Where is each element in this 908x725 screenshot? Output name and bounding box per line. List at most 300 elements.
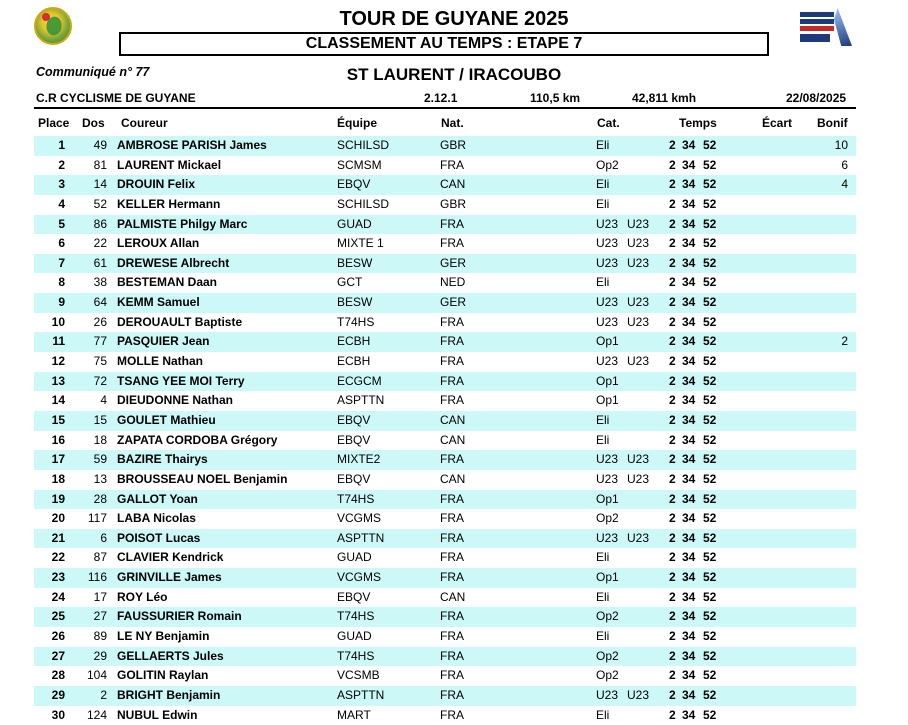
time-hours-cell: 2 — [669, 236, 676, 251]
table-row — [34, 568, 856, 588]
category-cell: Op2 — [596, 157, 619, 172]
rank-cell: 8 — [58, 275, 65, 290]
rider-name-cell: DIEUDONNE Nathan — [117, 393, 234, 408]
rank-cell: 10 — [51, 314, 65, 329]
category-cell: Eli — [596, 432, 610, 447]
time-minutes-cell: 34 — [682, 412, 696, 427]
nationality-cell: CAN — [440, 432, 466, 447]
time-hours-cell: 2 — [669, 157, 676, 172]
time-hours-cell: 2 — [669, 216, 676, 231]
nationality-cell: FRA — [440, 570, 464, 585]
time-hours-cell: 2 — [669, 530, 676, 545]
time-hours-cell: 2 — [669, 393, 676, 408]
time-minutes-cell: 34 — [682, 452, 696, 467]
rank-cell: 23 — [51, 570, 65, 585]
results-table — [34, 136, 856, 725]
team-cell: MART — [337, 707, 371, 722]
time-minutes-cell: 34 — [682, 354, 696, 369]
table-row — [34, 509, 856, 529]
bib-number-cell: 49 — [93, 138, 107, 152]
nationality-cell: FRA — [440, 530, 464, 545]
nationality-cell: FRA — [440, 452, 464, 467]
time-seconds-cell: 52 — [703, 393, 717, 408]
rider-name-cell: KEMM Samuel — [117, 295, 200, 310]
time-seconds-cell: 52 — [703, 157, 717, 172]
rank-cell: 18 — [51, 471, 65, 486]
bib-number-cell: 14 — [93, 177, 107, 192]
sub-category-cell: U23 — [627, 354, 650, 369]
time-minutes-cell: 34 — [682, 687, 696, 702]
rank-cell: 11 — [52, 334, 65, 349]
category-cell: Op1 — [596, 570, 619, 585]
sub-category-cell: U23 — [627, 471, 650, 486]
col-header-nat: Nat. — [441, 116, 464, 130]
category-cell: Eli — [596, 138, 610, 152]
time-seconds-cell: 52 — [703, 550, 717, 565]
time-seconds-cell: 52 — [703, 491, 717, 506]
team-cell: SCHILSD — [337, 196, 390, 211]
col-header-equipe: Équipe — [337, 116, 378, 130]
time-hours-cell: 2 — [669, 373, 676, 388]
nationality-cell: FRA — [440, 393, 464, 408]
rider-name-cell: MOLLE Nathan — [117, 354, 203, 369]
rank-cell: 25 — [51, 609, 65, 624]
bonus-cell: 2 — [841, 334, 848, 349]
time-minutes-cell: 34 — [682, 157, 696, 172]
bib-number-cell: 2 — [100, 687, 107, 702]
category-cell: Eli — [596, 550, 610, 565]
bonus-cell: 10 — [834, 138, 848, 152]
rider-name-cell: FAUSSURIER Romain — [117, 609, 242, 624]
col-header-temps: Temps — [679, 116, 717, 130]
time-seconds-cell: 52 — [703, 354, 717, 369]
rider-name-cell: GOULET Mathieu — [117, 412, 216, 427]
time-hours-cell: 2 — [669, 668, 676, 683]
rank-cell: 5 — [58, 216, 65, 231]
time-seconds-cell: 52 — [703, 295, 717, 310]
bib-number-cell: 17 — [93, 589, 107, 604]
team-cell: GUAD — [337, 550, 372, 565]
nationality-cell: FRA — [440, 550, 464, 565]
col-header-coureur: Coureur — [121, 116, 168, 130]
col-header-dos: Dos — [82, 116, 105, 130]
time-seconds-cell: 52 — [703, 236, 717, 251]
time-seconds-cell: 52 — [703, 648, 717, 663]
team-cell: ECBH — [337, 354, 371, 369]
rider-name-cell: LEROUX Allan — [117, 236, 200, 251]
time-seconds-cell: 52 — [703, 275, 717, 290]
category-cell: U23 — [596, 216, 619, 231]
category-cell: Op2 — [596, 511, 619, 526]
time-seconds-cell: 52 — [703, 255, 717, 270]
rider-name-cell: DROUIN Felix — [117, 177, 196, 192]
time-minutes-cell: 34 — [682, 314, 696, 329]
table-row — [34, 254, 856, 274]
table-row — [34, 647, 856, 667]
rider-name-cell: BRIGHT Benjamin — [117, 687, 221, 702]
bib-number-cell: 6 — [100, 530, 107, 545]
bib-number-cell: 15 — [93, 412, 107, 427]
rider-name-cell: AMBROSE PARISH James — [117, 138, 267, 152]
rider-name-cell: GELLAERTS Jules — [117, 648, 224, 663]
col-header-cat: Cat. — [597, 116, 620, 130]
time-hours-cell: 2 — [669, 354, 676, 369]
nationality-cell: CAN — [440, 589, 466, 604]
time-hours-cell: 2 — [669, 570, 676, 585]
rank-cell: 20 — [51, 511, 65, 526]
team-cell: MIXTE2 — [337, 452, 381, 467]
col-header-place: Place — [38, 116, 70, 130]
stage-route: ST LAURENT / IRACOUBO — [346, 65, 562, 84]
sub-category-cell: U23 — [627, 236, 650, 251]
table-row — [34, 136, 856, 156]
rank-cell: 17 — [51, 452, 65, 467]
nationality-cell: FRA — [440, 216, 464, 231]
time-seconds-cell: 52 — [703, 452, 717, 467]
rank-cell: 27 — [51, 648, 65, 663]
time-minutes-cell: 34 — [682, 373, 696, 388]
rider-name-cell: BAZIRE Thairys — [117, 452, 208, 467]
category-cell: U23 — [596, 255, 619, 270]
table-row — [34, 431, 856, 451]
time-minutes-cell: 34 — [682, 648, 696, 663]
bib-number-cell: 81 — [93, 157, 107, 172]
page-title: TOUR DE GUYANE 2025 — [339, 8, 569, 30]
time-minutes-cell: 34 — [682, 177, 696, 192]
team-cell: EBQV — [337, 177, 371, 192]
rider-name-cell: GOLITIN Raylan — [117, 668, 209, 683]
bib-number-cell: 86 — [93, 216, 107, 231]
category-cell: U23 — [596, 452, 619, 467]
rank-cell: 1 — [58, 138, 65, 152]
rider-name-cell: GALLOT Yoan — [117, 491, 198, 506]
bib-number-cell: 26 — [93, 314, 107, 329]
time-seconds-cell: 52 — [703, 629, 717, 644]
table-row — [34, 627, 856, 647]
category-cell: Op2 — [596, 648, 619, 663]
bib-number-cell: 72 — [93, 373, 107, 388]
team-cell: MIXTE 1 — [337, 236, 384, 251]
table-row — [34, 706, 856, 725]
team-cell: GUAD — [337, 216, 372, 231]
table-row — [34, 607, 856, 627]
team-cell: T74HS — [337, 648, 375, 663]
team-cell: SCMSM — [337, 157, 382, 172]
table-row — [34, 234, 856, 254]
rank-cell: 3 — [58, 177, 65, 192]
rider-name-cell: BROUSSEAU NOEL Benjamin — [117, 471, 288, 486]
race-date: 22/08/2025 — [786, 91, 847, 105]
category-cell: U23 — [596, 236, 619, 251]
team-cell: EBQV — [337, 589, 371, 604]
time-seconds-cell: 52 — [703, 609, 717, 624]
nationality-cell: GBR — [440, 196, 467, 211]
category-cell: Eli — [596, 412, 610, 427]
team-cell: ASPTTN — [337, 687, 385, 702]
time-minutes-cell: 34 — [682, 707, 696, 722]
time-hours-cell: 2 — [669, 177, 676, 192]
team-cell: VCGMS — [337, 511, 382, 526]
rank-cell: 21 — [51, 530, 65, 545]
time-seconds-cell: 52 — [703, 707, 717, 722]
nationality-cell: GBR — [440, 138, 467, 152]
rider-name-cell: DEROUAULT Baptiste — [117, 314, 243, 329]
time-seconds-cell: 52 — [703, 334, 717, 349]
nationality-cell: CAN — [440, 471, 466, 486]
team-cell: T74HS — [337, 609, 375, 624]
time-minutes-cell: 34 — [682, 138, 696, 152]
time-minutes-cell: 34 — [682, 334, 696, 349]
category-cell: Eli — [596, 589, 610, 604]
stage-classification-title: CLASSEMENT AU TEMPS : ETAPE 7 — [119, 32, 769, 56]
rank-cell: 24 — [51, 589, 65, 604]
table-row — [34, 548, 856, 568]
category-cell: Op1 — [596, 334, 619, 349]
table-row — [34, 470, 856, 490]
bonus-cell: 4 — [841, 177, 848, 192]
sub-category-cell: U23 — [627, 295, 650, 310]
bib-number-cell: 64 — [93, 295, 107, 310]
bib-number-cell: 75 — [93, 354, 107, 369]
table-row — [34, 529, 856, 549]
rank-cell: 22 — [51, 550, 65, 565]
category-cell: U23 — [596, 530, 619, 545]
rank-cell: 26 — [51, 629, 65, 644]
bib-number-cell: 13 — [93, 471, 107, 486]
time-minutes-cell: 34 — [682, 550, 696, 565]
table-row — [34, 686, 856, 706]
rider-name-cell: NUBUL Edwin — [117, 707, 198, 722]
team-cell: SCHILSD — [337, 138, 390, 152]
nationality-cell: FRA — [440, 491, 464, 506]
bib-number-cell: 29 — [93, 648, 107, 663]
bib-number-cell: 38 — [93, 275, 107, 290]
bonus-cell: 6 — [841, 157, 848, 172]
bib-number-cell: 87 — [93, 550, 107, 565]
time-minutes-cell: 34 — [682, 295, 696, 310]
nationality-cell: FRA — [440, 707, 464, 722]
rider-name-cell: CLAVIER Kendrick — [117, 550, 224, 565]
time-minutes-cell: 34 — [682, 530, 696, 545]
category-cell: Op2 — [596, 609, 619, 624]
time-minutes-cell: 34 — [682, 275, 696, 290]
rank-cell: 9 — [58, 295, 65, 310]
team-cell: ASPTTN — [337, 530, 385, 545]
time-minutes-cell: 34 — [682, 255, 696, 270]
rank-cell: 28 — [51, 668, 65, 683]
table-row — [34, 332, 856, 352]
time-hours-cell: 2 — [669, 687, 676, 702]
rider-name-cell: DREWESE Albrecht — [117, 255, 230, 270]
rider-name-cell: LE NY Benjamin — [117, 629, 210, 644]
rider-name-cell: BESTEMAN Daan — [117, 275, 218, 290]
sub-category-cell: U23 — [627, 687, 650, 702]
bib-number-cell: 117 — [87, 511, 107, 526]
nationality-cell: FRA — [440, 629, 464, 644]
rider-name-cell: ROY Léo — [117, 589, 168, 604]
rider-name-cell: KELLER Hermann — [117, 196, 221, 211]
time-minutes-cell: 34 — [682, 609, 696, 624]
bib-number-cell: 104 — [86, 668, 107, 683]
team-cell: BESW — [337, 295, 373, 310]
time-hours-cell: 2 — [669, 334, 676, 349]
bib-number-cell: 59 — [93, 452, 107, 467]
time-seconds-cell: 52 — [703, 668, 717, 683]
table-row — [34, 293, 856, 313]
bib-number-cell: 18 — [93, 432, 107, 447]
time-minutes-cell: 34 — [682, 668, 696, 683]
time-hours-cell: 2 — [669, 196, 676, 211]
bib-number-cell: 89 — [93, 629, 107, 644]
category-cell: Eli — [596, 177, 610, 192]
time-hours-cell: 2 — [669, 589, 676, 604]
rank-cell: 14 — [51, 393, 65, 408]
team-cell: T74HS — [337, 314, 375, 329]
time-minutes-cell: 34 — [682, 471, 696, 486]
time-hours-cell: 2 — [669, 609, 676, 624]
table-row — [34, 273, 856, 293]
rider-name-cell: LABA Nicolas — [117, 511, 196, 526]
nationality-cell: FRA — [440, 157, 464, 172]
time-hours-cell: 2 — [669, 432, 676, 447]
nationality-cell: FRA — [440, 511, 464, 526]
table-row — [34, 195, 856, 215]
table-row — [34, 588, 856, 608]
rider-name-cell: GRINVILLE James — [117, 570, 222, 585]
rider-name-cell: PALMISTE Philgy Marc — [117, 216, 248, 231]
table-row — [34, 391, 856, 411]
bib-number-cell: 61 — [93, 255, 107, 270]
team-cell: EBQV — [337, 471, 371, 486]
rank-cell: 4 — [58, 196, 65, 211]
sub-category-cell: U23 — [627, 452, 650, 467]
table-row — [34, 372, 856, 392]
time-seconds-cell: 52 — [703, 511, 717, 526]
nationality-cell: FRA — [440, 236, 464, 251]
nationality-cell: GER — [440, 255, 467, 270]
team-cell: GCT — [337, 275, 363, 290]
rider-name-cell: LAURENT Mickael — [117, 157, 222, 172]
time-hours-cell: 2 — [669, 550, 676, 565]
nationality-cell: CAN — [440, 177, 466, 192]
team-cell: VCSMB — [337, 668, 380, 683]
average-speed: 42,811 kmh — [632, 91, 697, 105]
nationality-cell: FRA — [440, 334, 464, 349]
team-cell: T74HS — [337, 491, 375, 506]
rider-name-cell: ZAPATA CORDOBA Grégory — [117, 432, 278, 447]
bib-number-cell: 27 — [93, 609, 107, 624]
category-cell: U23 — [596, 314, 619, 329]
time-minutes-cell: 34 — [682, 629, 696, 644]
rider-name-cell: POISOT Lucas — [117, 530, 201, 545]
time-hours-cell: 2 — [669, 471, 676, 486]
rank-cell: 6 — [58, 236, 65, 251]
time-minutes-cell: 34 — [682, 216, 696, 231]
table-row — [34, 490, 856, 510]
nationality-cell: GER — [440, 295, 467, 310]
rank-cell: 13 — [51, 373, 65, 388]
nationality-cell: FRA — [440, 668, 464, 683]
rider-name-cell: PASQUIER Jean — [117, 334, 210, 349]
nationality-cell: NED — [440, 275, 466, 290]
nationality-cell: FRA — [440, 648, 464, 663]
category-cell: Op1 — [596, 491, 619, 506]
time-hours-cell: 2 — [669, 255, 676, 270]
time-minutes-cell: 34 — [682, 570, 696, 585]
rank-cell: 15 — [51, 412, 65, 427]
sub-category-cell: U23 — [627, 255, 650, 270]
sub-category-cell: U23 — [627, 314, 650, 329]
table-row — [34, 352, 856, 372]
rank-cell: 2 — [58, 157, 65, 172]
nationality-cell: FRA — [440, 354, 464, 369]
nationality-cell: FRA — [440, 687, 464, 702]
time-seconds-cell: 52 — [703, 373, 717, 388]
team-cell: ASPTTN — [337, 393, 385, 408]
time-hours-cell: 2 — [669, 275, 676, 290]
category-cell: U23 — [596, 471, 619, 486]
time-seconds-cell: 52 — [703, 570, 717, 585]
time-minutes-cell: 34 — [682, 432, 696, 447]
stage-distance: 110,5 km — [530, 91, 581, 105]
table-row — [34, 666, 856, 686]
team-cell: ECGCM — [337, 373, 382, 388]
rank-cell: 19 — [51, 491, 65, 506]
time-seconds-cell: 52 — [703, 530, 717, 545]
team-cell: VCGMS — [337, 570, 382, 585]
time-hours-cell: 2 — [669, 138, 676, 152]
time-minutes-cell: 34 — [682, 589, 696, 604]
team-cell: EBQV — [337, 432, 371, 447]
rank-cell: 12 — [51, 354, 65, 369]
rider-name-cell: TSANG YEE MOI Terry — [117, 373, 245, 388]
communique-number: Communiqué n° 77 — [36, 65, 150, 79]
time-seconds-cell: 52 — [703, 687, 717, 702]
time-seconds-cell: 52 — [703, 314, 717, 329]
table-row — [34, 215, 856, 235]
bib-number-cell: 116 — [87, 570, 107, 585]
organizer-club: C.R CYCLISME DE GUYANE — [36, 91, 196, 105]
category-cell: U23 — [596, 295, 619, 310]
time-seconds-cell: 52 — [703, 432, 717, 447]
table-row — [34, 313, 856, 333]
time-minutes-cell: 34 — [682, 196, 696, 211]
time-seconds-cell: 52 — [703, 177, 717, 192]
time-hours-cell: 2 — [669, 629, 676, 644]
team-cell: BESW — [337, 255, 373, 270]
table-row — [34, 175, 856, 195]
time-hours-cell: 2 — [669, 707, 676, 722]
time-hours-cell: 2 — [669, 491, 676, 506]
bib-number-cell: 4 — [100, 393, 107, 408]
time-hours-cell: 2 — [669, 511, 676, 526]
category-cell: Eli — [596, 707, 610, 722]
category-cell: Eli — [596, 196, 610, 211]
nationality-cell: FRA — [440, 373, 464, 388]
time-hours-cell: 2 — [669, 452, 676, 467]
category-cell: Op1 — [596, 393, 619, 408]
nationality-cell: CAN — [440, 412, 466, 427]
category-cell: U23 — [596, 687, 619, 702]
team-cell: EBQV — [337, 412, 371, 427]
team-cell: GUAD — [337, 629, 372, 644]
bib-number-cell: 28 — [93, 491, 107, 506]
bib-number-cell: 52 — [93, 196, 107, 211]
bib-number-cell: 77 — [93, 334, 107, 349]
time-minutes-cell: 34 — [682, 491, 696, 506]
time-hours-cell: 2 — [669, 412, 676, 427]
rank-cell: 30 — [51, 707, 65, 722]
